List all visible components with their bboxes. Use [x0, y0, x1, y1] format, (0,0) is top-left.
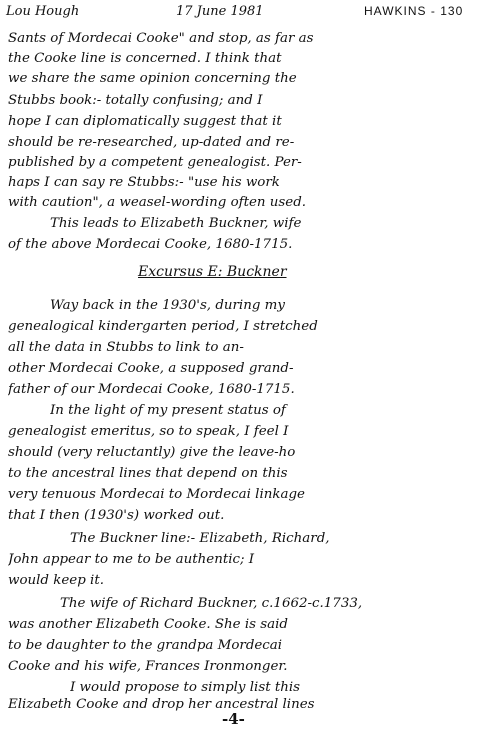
text-line: that I then (1930's) worked out. — [8, 508, 225, 523]
text-line: should (very reluctantly) give the leave-ho — [8, 445, 296, 460]
text-line: John appear to me to be authentic; I — [8, 552, 255, 567]
text-line: we share the same opinion concerning the — [8, 71, 297, 86]
section-heading: Excursus E: Buckner — [138, 264, 287, 280]
text-line: The Buckner line:- Elizabeth, Richard, — [70, 531, 330, 546]
text-line: published by a competent genealogist. Per- — [8, 155, 302, 170]
text-line: would keep it. — [8, 573, 104, 588]
text-line: haps I can say re Stubbs:- "use his work — [8, 175, 280, 190]
text-line: of the above Mordecai Cooke, 1680-1715. — [8, 237, 293, 252]
header-author: Lou Hough — [6, 4, 80, 19]
text-line: In the light of my present status of — [50, 403, 286, 418]
text-line: was another Elizabeth Cooke. She is said — [8, 617, 288, 632]
header-date: 17 June 1981 — [176, 4, 264, 19]
text-line: Way back in the 1930's, during my — [50, 298, 285, 313]
text-line: genealogist emeritus, so to speak, I feel I — [8, 424, 289, 439]
text-line: Stubbs book:- totally confusing; and I — [8, 93, 263, 108]
text-line: Elizabeth Cooke and drop her ancestral lines — [8, 697, 315, 712]
text-line: all the data in Stubbs to link to an- — [8, 340, 244, 355]
text-line: to the ancestral lines that depend on this — [8, 466, 288, 481]
text-line: other Mordecai Cooke, a supposed grand- — [8, 361, 294, 376]
text-line: hope I can diplomatically suggest that it — [8, 114, 282, 129]
text-line: Cooke and his wife, Frances Ironmonger. — [8, 659, 288, 674]
text-line: genealogical kindergarten period, I stretched — [8, 319, 318, 334]
text-line: with caution", a weasel-wording often used. — [8, 195, 307, 210]
text-line: should be re-researched, up-dated and re- — [8, 135, 295, 150]
text-line: Sants of Mordecai Cooke" and stop, as far as — [8, 31, 314, 46]
text-line: The wife of Richard Buckner, c.1662-c.1733, — [60, 596, 363, 611]
page-number: -4- — [222, 710, 245, 728]
text-line: to be daughter to the grandpa Mordecai — [8, 638, 283, 653]
text-line: the Cooke line is concerned. I think that — [8, 51, 282, 66]
text-line: father of our Mordecai Cooke, 1680-1715. — [8, 382, 295, 397]
text-line: very tenuous Mordecai to Mordecai linkage — [8, 487, 305, 502]
text-line: I would propose to simply list this — [70, 680, 300, 695]
header-reference: HAWKINS - 130 — [364, 4, 464, 18]
text-line: This leads to Elizabeth Buckner, wife — [50, 216, 302, 231]
